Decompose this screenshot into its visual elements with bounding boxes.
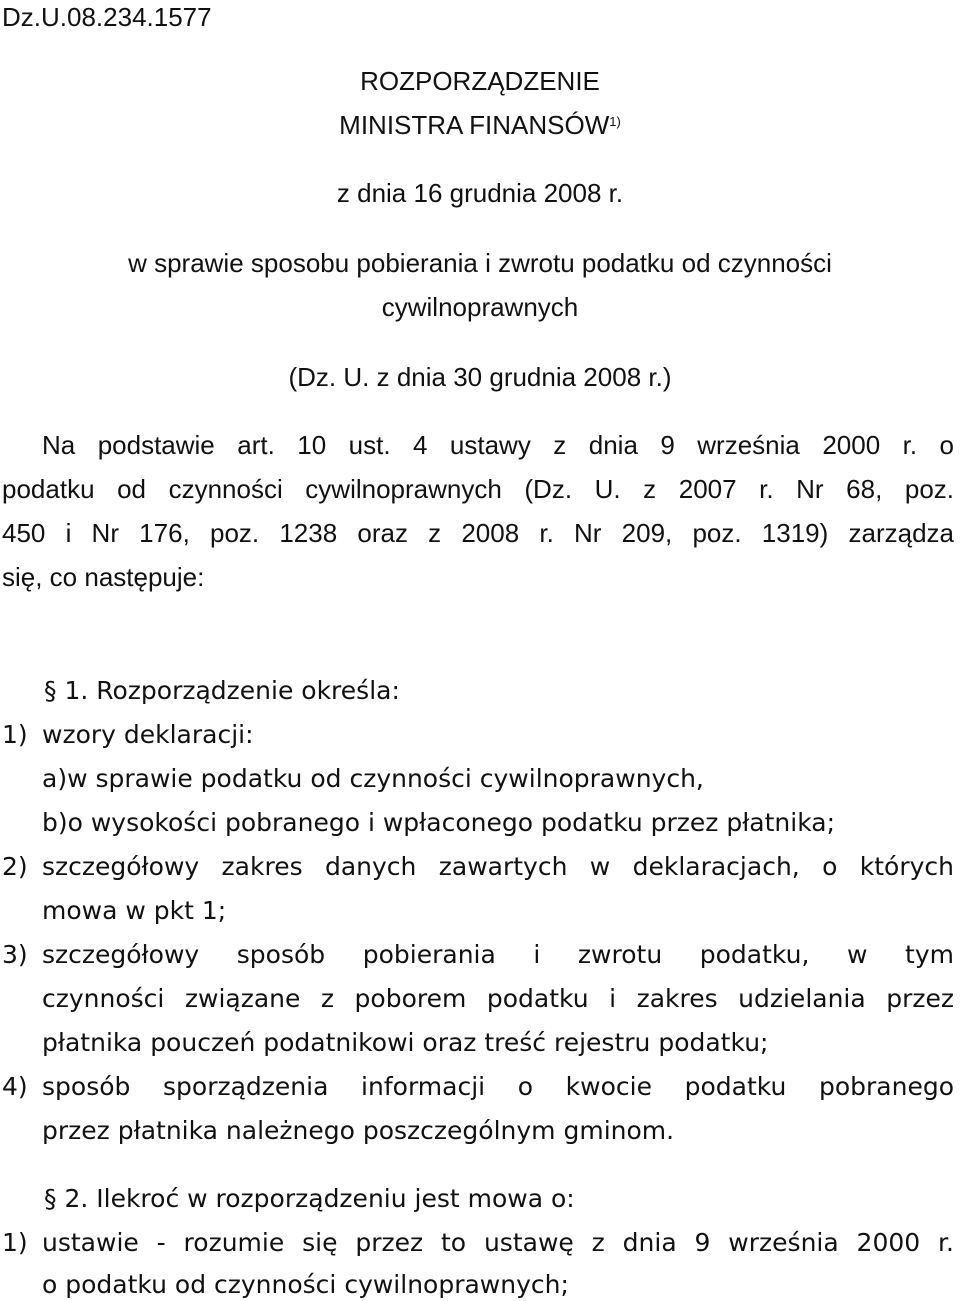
list-item-text: czynności związane z poborem podatku i zakres udzielania przez: [42, 984, 954, 1013]
section-1-heading: § 1. Rozporządzenie określa:: [44, 676, 400, 705]
list-item-text: przez płatnika należnego poszczególnym gminom.: [42, 1116, 675, 1145]
list-item-text: szczegółowy zakres danych zawartych w deklaracjach, o których: [42, 852, 954, 881]
footnote-marker: 1): [609, 114, 621, 129]
list-number: 4): [2, 1072, 28, 1101]
list-item-text: płatnika pouczeń podatnikowi oraz treść rejestru podatku;: [42, 1028, 769, 1057]
preamble-line: 450 i Nr 176, poz. 1238 oraz z 2008 r. Nr 209, poz. 1319) zarządza: [2, 518, 954, 548]
list-number: 1): [2, 720, 28, 749]
section-2-heading: § 2. Ilekroć w rozporządzeniu jest mowa o:: [44, 1184, 575, 1213]
act-title: ROZPORZĄDZENIE: [360, 66, 600, 96]
list-number: 1): [2, 1228, 28, 1257]
list-item-text: mowa w pkt 1;: [42, 896, 227, 925]
list-number: 2): [2, 852, 28, 881]
act-subject-line-2: cywilnoprawnych: [381, 292, 579, 322]
preamble-line: podatku od czynności cywilnoprawnych (Dz. U. z 2007 r. Nr 68, poz.: [2, 474, 954, 504]
act-subject-line-1: w sprawie sposobu pobierania i zwrotu podatku od czynności: [128, 248, 832, 278]
list-number: 3): [2, 940, 28, 969]
sub-item-b: b)o wysokości pobranego i wpłaconego podatku przez płatnika;: [42, 808, 835, 837]
issuing-authority-text: MINISTRA FINANSÓW: [339, 110, 610, 140]
sub-item-a: a)w sprawie podatku od czynności cywilnoprawnych,: [42, 764, 704, 793]
list-item-text: o podatku od czynności cywilnoprawnych;: [42, 1270, 569, 1299]
issuing-authority: [0, 110, 960, 141]
preamble-line: Na podstawie art. 10 ust. 4 ustawy z dnia 9 września 2000 r. o: [42, 430, 954, 460]
publication-note: (Dz. U. z dnia 30 grudnia 2008 r.): [288, 362, 672, 392]
act-date: z dnia 16 grudnia 2008 r.: [336, 178, 624, 208]
preamble-line: się, co następuje:: [2, 562, 205, 592]
list-item-text: wzory deklaracji:: [42, 720, 254, 749]
list-item-text: szczegółowy sposób pobierania i zwrotu podatku, w tym: [42, 940, 954, 969]
document-reference: Dz.U.08.234.1577: [2, 2, 212, 32]
list-item-text: sposób sporządzenia informacji o kwocie podatku pobranego: [42, 1072, 954, 1101]
list-item-text: ustawie - rozumie się przez to ustawę z dnia 9 września 2000 r.: [42, 1228, 954, 1257]
